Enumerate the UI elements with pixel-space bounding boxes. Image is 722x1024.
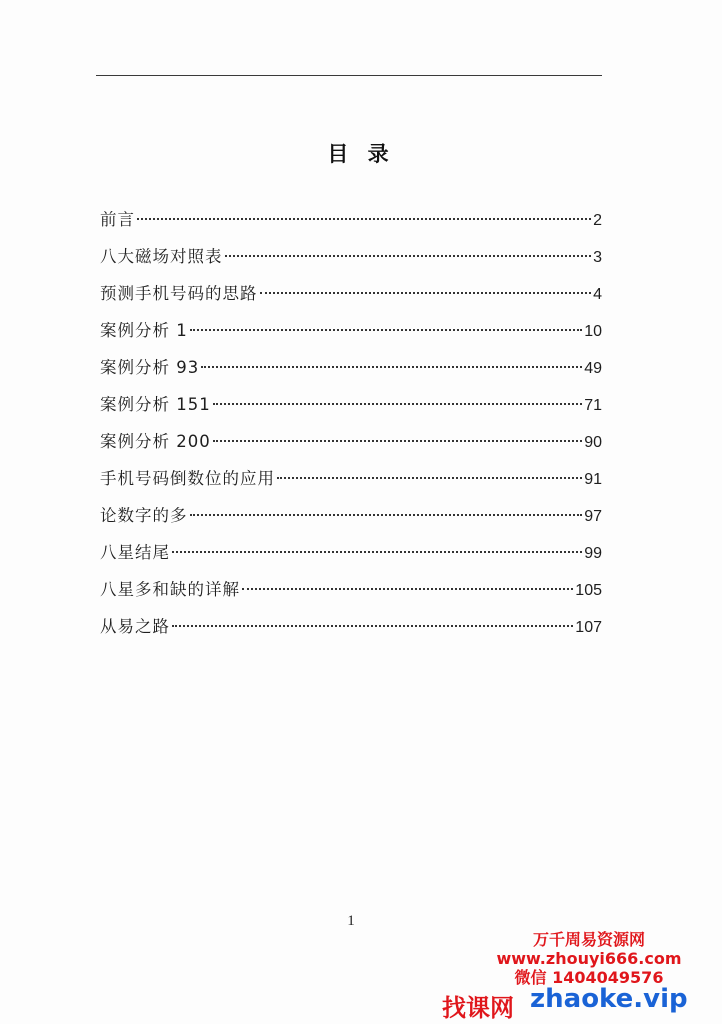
watermark-domain: zhaoke.vip: [530, 984, 688, 1014]
watermark-brand-block: [442, 984, 712, 1024]
toc-dot-leader: [277, 477, 582, 479]
toc-entry: [100, 502, 602, 539]
toc-entry: [100, 280, 602, 317]
toc-dot-leader: [190, 514, 583, 516]
toc-dot-leader: [242, 588, 573, 590]
watermark-brand: 找课网: [442, 994, 514, 1022]
toc-entry-page: 105: [575, 582, 602, 599]
toc-entry-label: 案例分析 151: [100, 395, 211, 414]
toc-entry-label: 八星结尾: [100, 543, 170, 562]
toc-dot-leader: [213, 403, 582, 405]
watermark-site-url: www.zhouyi666.com: [496, 949, 682, 969]
toc-entry-page: 2: [593, 212, 602, 229]
toc-entry-page: 107: [575, 619, 602, 636]
watermark-site-name: 万千周易资源网: [532, 930, 645, 949]
toc-entry: [100, 391, 602, 428]
toc-entry: [100, 465, 602, 502]
toc-entry: [100, 206, 602, 243]
toc-entry-page: 99: [584, 545, 602, 562]
toc-entry: [100, 428, 602, 465]
toc-entry-page: 4: [593, 286, 602, 303]
toc-entry-page: 90: [584, 434, 602, 451]
toc-entry-label: 案例分析 93: [100, 358, 200, 377]
toc-entry: [100, 243, 602, 280]
toc-entry-label: 从易之路: [100, 617, 170, 636]
toc-entry-label: 八星多和缺的详解: [100, 580, 240, 599]
toc-dot-leader: [172, 551, 582, 553]
toc-entry-label: 前言: [100, 210, 135, 229]
toc-entry: [100, 539, 602, 576]
toc-dot-leader: [172, 625, 573, 627]
toc-entry-page: 49: [584, 360, 602, 377]
toc-entry: [100, 576, 602, 613]
toc-entry-label: 案例分析 1: [100, 321, 188, 340]
toc-entry-page: 10: [584, 323, 602, 340]
toc-entry-label: 手机号码倒数位的应用: [100, 469, 275, 488]
toc-title: 目 录: [327, 142, 395, 166]
toc-dot-leader: [201, 366, 582, 368]
toc-entry-label: 案例分析 200: [100, 432, 211, 451]
toc-dot-leader: [137, 218, 591, 220]
header-rule: [96, 75, 602, 76]
toc-entry-page: 91: [584, 471, 602, 488]
toc-entry-page: 71: [584, 397, 602, 414]
toc-entry-label: 八大磁场对照表: [100, 247, 223, 266]
page-number: 1: [347, 913, 355, 929]
toc-entry: [100, 317, 602, 354]
toc-dot-leader: [213, 440, 582, 442]
toc-dot-leader: [190, 329, 582, 331]
toc-dot-leader: [260, 292, 592, 294]
watermark-wechat: 微信 1404049576: [514, 968, 664, 988]
toc-entry-page: 97: [584, 508, 602, 525]
toc-entry-page: 3: [593, 249, 602, 266]
toc-list: [100, 206, 602, 650]
toc-entry: [100, 354, 602, 391]
toc-entry-label: 预测手机号码的思路: [100, 284, 258, 303]
watermark: [464, 930, 714, 988]
toc-entry-label: 论数字的多: [100, 506, 188, 525]
toc-entry: [100, 613, 602, 650]
toc-dot-leader: [225, 255, 592, 257]
